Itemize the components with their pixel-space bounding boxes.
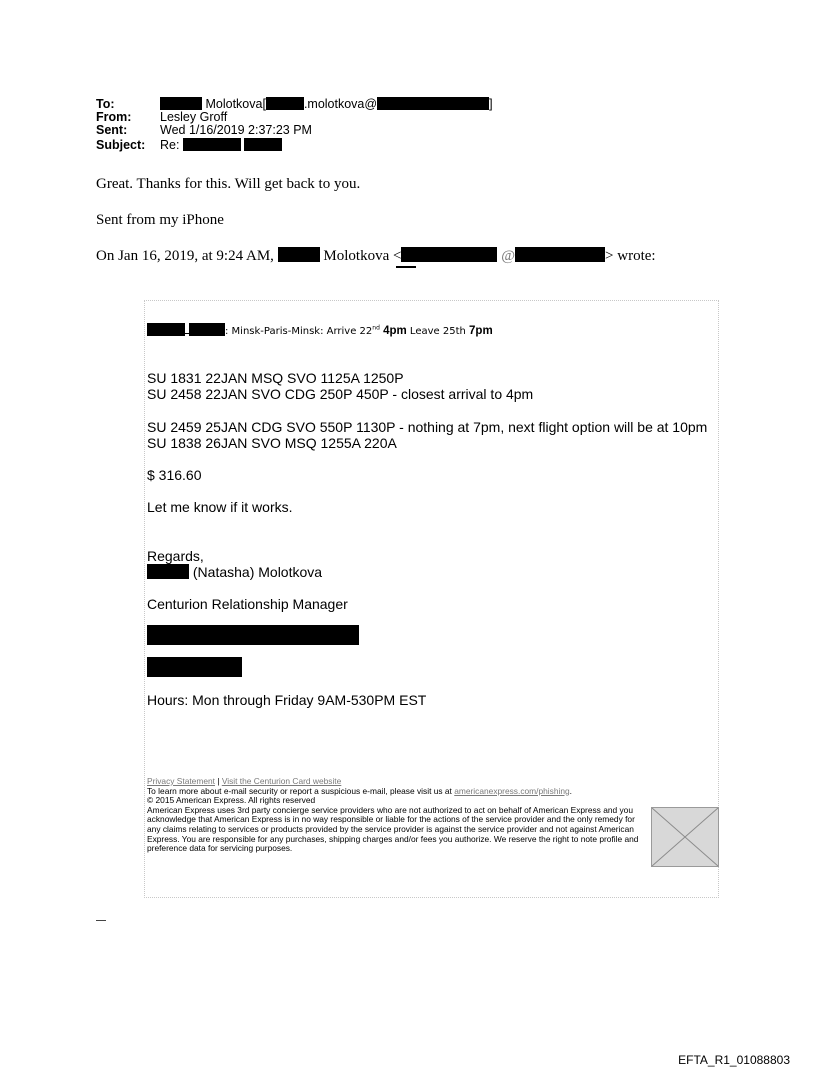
quoted-message — [144, 300, 719, 898]
quote-intro-name: Molotkova < — [323, 248, 402, 264]
redaction — [244, 138, 282, 151]
reply-text: Great. Thanks for this. Will get back to you. — [96, 176, 361, 192]
subject-value: Re: — [160, 137, 180, 152]
sent-row — [96, 124, 493, 138]
price: $ 316.60 — [147, 467, 202, 483]
itinerary-arrive-time: 4pm — [383, 325, 407, 337]
to-name: Molotkova[ — [205, 97, 266, 111]
document-id: EFTA_R1_01088803 — [678, 1053, 790, 1067]
to-row — [96, 97, 493, 111]
copyright: © 2015 American Express. All rights reserved — [147, 795, 316, 806]
flight-line: SU 1831 22JAN MSQ SVO 1125A 1250P — [147, 370, 404, 386]
redaction — [147, 564, 189, 579]
redaction — [147, 625, 359, 645]
underline-mark — [396, 266, 416, 268]
security-end: . — [569, 785, 572, 796]
flight-line: SU 2458 22JAN SVO CDG 250P 450P - closest arrival to 4pm — [147, 386, 534, 402]
email-header — [96, 97, 493, 151]
itinerary-leave: Leave 25th — [409, 326, 466, 337]
redaction — [183, 138, 241, 151]
quote-intro-suffix: > wrote: — [605, 248, 656, 264]
flight-line: SU 2459 25JAN CDG SVO 550P 1130P - nothing at 7pm, next flight option will be at 10pm — [147, 419, 708, 435]
signature-name-text: (Natasha) Molotkova — [192, 564, 323, 580]
legal-footer — [147, 777, 647, 854]
redaction — [515, 247, 605, 262]
redaction — [266, 97, 304, 110]
itinerary-leave-time: 7pm — [469, 325, 493, 337]
stray-mark — [96, 914, 106, 923]
from-label: From: — [96, 109, 132, 124]
ask-text: Let me know if it works. — [147, 499, 293, 515]
disclaimer: American Express uses 3rd party concierge service providers who are not authorized to act on behalf of American Express and you acknowledge that American Express is in no way responsible or liable for the actions of the service provider and the only remedy for any claims relating to services or products provided by the service provider is against the service provider and not against American Express. You are responsible for any purchases, shipping charges and/or fees you authorize. We reserve the right to note profile and preference data for servicing purposes. — [147, 804, 639, 854]
signature-title: Centurion Relationship Manager — [147, 596, 348, 612]
regards: Regards, — [147, 548, 204, 564]
redaction — [160, 97, 202, 110]
sent-label: Sent: — [96, 123, 128, 137]
sent-from-text: Sent from my iPhone — [96, 212, 224, 228]
redaction — [147, 657, 242, 677]
redaction — [189, 323, 225, 336]
subject-label: Subject: — [96, 137, 146, 152]
to-email-part: .molotkova@ — [303, 97, 378, 111]
quote-intro-at: @ — [501, 248, 516, 264]
to-email-end: ] — [489, 97, 493, 111]
itinerary-route: : Minsk-Paris-Minsk: Arrive 22 — [225, 326, 373, 337]
privacy-link[interactable]: Privacy Statement — [147, 776, 215, 786]
itinerary-title — [147, 323, 493, 337]
subject-row — [96, 138, 493, 152]
sent-value: Wed 1/16/2019 2:37:23 PM — [160, 123, 312, 137]
flight-line: SU 1838 26JAN SVO MSQ 1255A 220A — [147, 435, 397, 451]
quote-intro — [96, 247, 656, 265]
centurion-link[interactable]: Visit the Centurion Card website — [221, 776, 342, 786]
footer-separator: | — [214, 776, 222, 786]
redaction — [401, 247, 497, 262]
signature-name — [147, 564, 322, 580]
from-row — [96, 111, 493, 125]
quote-intro-prefix: On Jan 16, 2019, at 9:24 AM, — [96, 248, 274, 264]
security-text: To learn more about e-mail security or report a suspicious e-mail, please visit us at — [147, 785, 455, 796]
itinerary-sup: nd — [372, 324, 380, 332]
redaction — [377, 97, 489, 110]
phishing-link[interactable]: americanexpress.com/phishing — [454, 785, 570, 796]
hours: Hours: Mon through Friday 9AM-530PM EST — [147, 692, 427, 708]
from-value: Lesley Groff — [160, 109, 228, 124]
redaction — [147, 323, 185, 336]
to-label: To: — [96, 97, 115, 111]
redaction — [278, 247, 320, 262]
image-placeholder-icon — [651, 807, 719, 867]
broken-image-icon — [652, 808, 718, 866]
